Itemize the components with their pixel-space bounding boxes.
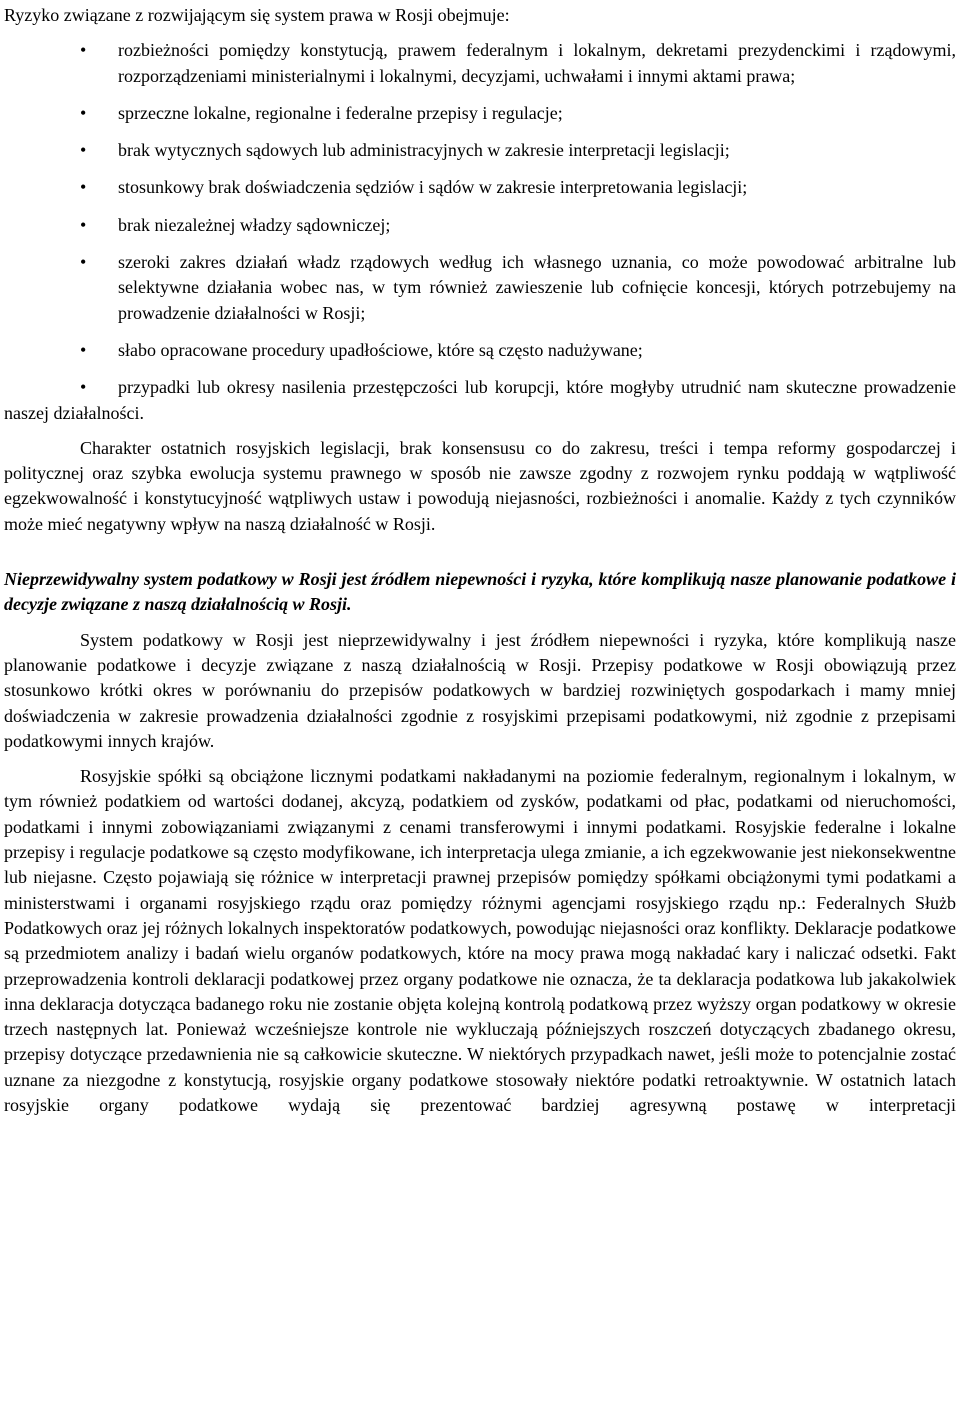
body-paragraph: Charakter ostatnich rosyjskich legislacji, brak konsensusu co do zakresu, treści i tempa reformy gospodarczej i politycznej oraz szybka ewolucja systemu prawnego w sposób nie zawsze zgodny z rozwojem rynku poddają w wątpliwość egzekwowalność i konstytucyjność wątpliwych ustaw i powodują niejasności, rozbieżności i anomalie. Każdy z tych czynników może mieć negatywny wpływ na naszą działalność w Rosji. <box>4 437 956 534</box>
list-item <box>4 213 956 238</box>
list-item-text: słabo opracowane procedury upadłościowe, które są często nadużywane; <box>118 339 643 360</box>
list-item <box>4 338 956 363</box>
list-item-text: brak wytycznych sądowych lub administracyjnych w zakresie interpretacji legislacji; <box>118 140 730 161</box>
list-item-text: brak niezależnej władzy sądowniczej; <box>118 214 391 235</box>
body-paragraph: Rosyjskie spółki są obciążone licznymi podatkami nakładanymi na poziomie federalnym, regionalnym i lokalnym, w tym również podatkiem od wartości dodanej, akcyzą, podatkiem od zysków, podatkami od płac, podatkami od nieruchomości, podatkami i innymi zobowiązaniami związanymi z cenami transferowymi i innymi podatkami. Rosyjskie federalne i lokalne przepisy i regulacje podatkowe są często modyfikowane, ich interpretacja ulega zmianie, a ich egzekwowanie jest niekonsekwentne lub niejasne. Często pojawiają się różnice w interpretacji prawnej przepisów pomiędzy spółkami obciążonymi tymi podatkami a ministerstwami i organami rosyjskiego rządu oraz pomiędzy różnymi agencjami rosyjskiego rządu np.: Federalnych Służb Podatkowych oraz jej różnych lokalnych inspektoratów podatkowych, powodując niejasności oraz konflikty. Deklaracje podatkowe są przedmiotem analizy i badań wielu organów podatkowych, które na mocy prawa mogą nakładać kary i naliczać odsetki. Fakt przeprowadzenia kontroli deklaracji podatkowej przez organy podatkowe nie oznacza, że ta deklaracja podatkowa lub jakakolwiek inna deklaracja dotycząca badanego roku nie zostanie objęta kolejną kontrolą podatkową przez wyższy organ podatkowy w okresie trzech następnych lat. Ponieważ wcześniejsze kontrole nie wykluczają późniejszych roszczeń dotyczących zbadanego okresu, przepisy dotyczące przedawnienia nie są całkowicie skuteczne. W niektórych przypadkach nawet, jeśli może to potencjalnie zostać uznane za niezgodne z konstytucją, rosyjskie organy podatkowe stosowały niektóre podatki retroaktywnie. W ostatnich latach rosyjskie organy podatkowe wydają się prezentować bardziej agresywną postawę w interpretacji <box>4 766 956 1115</box>
list-item <box>4 138 956 163</box>
bullet-icon: • <box>80 177 87 198</box>
bullet-icon: • <box>80 102 87 123</box>
risk-list <box>4 38 956 426</box>
list-item-text: rozbieżności pomiędzy konstytucją, prawem federalnym i lokalnym, dekretami prezydenckimi i rządowymi, rozporządzeniami ministerialnymi i lokalnymi, decyzjami, uchwałami i innymi aktami prawa; <box>118 40 956 86</box>
list-item-text: stosunkowy brak doświadczenia sędziów i sądów w zakresie interpretowania legislacji; <box>118 177 748 198</box>
bullet-icon: • <box>80 140 87 161</box>
list-item <box>4 375 956 426</box>
bullet-icon: • <box>80 40 87 61</box>
bullet-icon: • <box>80 339 87 360</box>
section-heading: Nieprzewidywalny system podatkowy w Rosji jest źródłem niepewności i ryzyka, które komplikują nasze planowanie podatkowe i decyzje związane z naszą działalnością w Rosji. <box>4 569 956 615</box>
intro-text: Ryzyko związane z rozwijającym się system prawa w Rosji obejmuje: <box>4 5 510 25</box>
list-item <box>4 38 956 89</box>
bullet-icon: • <box>80 252 87 273</box>
list-item <box>4 250 956 326</box>
list-item-text: sprzeczne lokalne, regionalne i federalne przepisy i regulacje; <box>118 102 563 123</box>
document-page <box>4 3 956 1118</box>
list-item-text: przypadki lub okresy nasilenia przestępczości lub korupcji, które mogłyby utrudnić nam skuteczne prowadzenie naszej działalności. <box>4 377 956 423</box>
list-item-text: szeroki zakres działań władz rządowych według ich własnego uznania, co może powodować arbitralne lub selektywne działania wobec nas, w tym również zawieszenie lub cofnięcie koncesji, których potrzebujemy na prowadzenie działalności w Rosji; <box>118 252 956 323</box>
bullet-icon: • <box>80 377 87 398</box>
bullet-icon: • <box>80 214 87 235</box>
list-item <box>4 175 956 200</box>
body-paragraph: System podatkowy w Rosji jest nieprzewidywalny i jest źródłem niepewności i ryzyka, które komplikują nasze planowanie podatkowe i decyzje związane z naszą działalnością w Rosji. Przepisy podatkowe w Rosji obowiązują przez stosunkowo krótki okres w porównaniu do przepisów podatkowych w bardziej rozwiniętych gospodarkach i mamy mniej doświadczenia w zakresie prowadzenia działalności zgodnie z rosyjskimi przepisami podatkowymi, niż zgodnie z przepisami podatkowymi innych krajów. <box>4 629 956 751</box>
list-item <box>4 101 956 126</box>
